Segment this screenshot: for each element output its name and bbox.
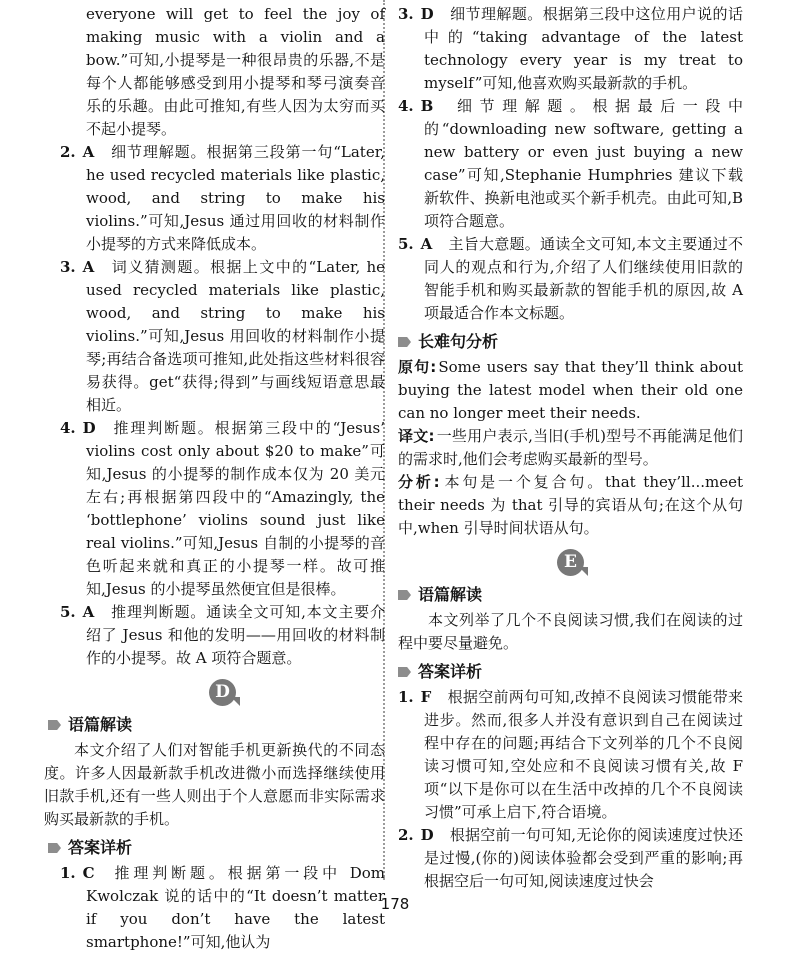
continuation-paragraph: everyone will get to feel the joy of making music with a violin and a bow.”可知,小提琴是一种很昂贵的乐器,不是每个人都能够感受到用小提琴和琴弓演奏音乐的乐趣。由此可推知,有些人因为太穷而买不起小提琴。 [86,5,385,138]
item-text: 根据空前两句可知,改掉不良阅读习惯能带来进步。然而,很多人并没有意识到自己在阅读过程中存在的问题;再结合下文列举的几个不良阅读习惯可知,空处应和不良阅读习惯有关,故 F 项“以下是你可以在生活中改掉的几个不良阅读习惯”可承上启下,符合语境。 [424,688,743,821]
arrow-bullet-icon [398,667,411,677]
row-text: Some users say that they’ll think about buying the latest model when their old one can no longer meet their needs. [398,358,744,422]
item-text: 主旨大意题。通读全文可知,本文主要通过不同人的观点和行为,介绍了人们继续使用旧款的智能手机和购买最新款的智能手机的原因,故 A 项最适合作本文标题。 [424,235,743,322]
passage-analysis-text: 本文列举了几个不良阅读习惯,我们在阅读的过程中要尽量避免。 [398,611,743,652]
passage-e-badge-row [398,549,743,576]
item-answer-letter: C [82,864,95,882]
row-text: 本句是一个复合句。that they’ll...meet their needs 为 that 引导的宾语从句;在这个从句中,when 引导时间状语从句。 [398,473,744,537]
row-text: 一些用户表示,当旧(手机)型号不再能满足他们的需求时,他们会考虑购买最新的型号。 [398,427,743,468]
page-number: 178 [380,895,410,913]
item-number: 5. [398,235,414,253]
badge-letter: E [564,552,577,572]
item-answer-letter: B [420,97,434,115]
item-answer-letter: D [82,419,96,437]
sentence-translation-row [398,425,743,471]
item-number: 1. [398,688,414,706]
item-number: 3. [60,258,76,276]
item-text: 推理判断题。根据第三段中的“Jesus’ violins cost only about $20 to make”可知,Jesus 的小提琴的制作成本仅为 20 美元左右;再根据第四段中的“Amazingly, the ‘bottlephone’ violins sound just like real violins.”可知,Jesus 自制的小提琴的音色听起来就和真正的小提琴一样。故可推知,Jesus 的小提琴虽然便宜但是很棒。 [86,419,385,598]
item-text: 推理判断题。通读全文可知,本文主要介绍了 Jesus 和他的发明——用回收的材料制作的小提琴。故 A 项符合题意。 [86,603,385,667]
item-answer-letter: A [82,603,95,621]
answer-item-1 [398,686,743,824]
row-label: 原句: [398,358,437,376]
item-number: 2. [60,143,76,161]
answer-item-4 [60,417,385,601]
passage-analysis-text: 本文介绍了人们对智能手机更新换代的不同态度。许多人因最新款手机改进微小而选择继续使用旧款手机,还有一些人则出于个人意愿而非实际需求购买最新款的手机。 [44,741,385,828]
arrow-bullet-icon [48,720,61,730]
section-header-passage-analysis [398,583,743,606]
item-text: 细节理解题。根据最后一段中的“downloading new software, getting a new battery or even just buying a new case”可知,Stephanie Humphries 建议下载新软件、换新电池或买个新手机壳。由此可知,B 项符合题意。 [424,97,743,230]
item-text: 词义猜测题。根据上文中的“Later, he used recycled materials like plastic, wood, and string to make his violins.”可知,Jesus 用回收的材料制作小提琴;再结合备选项可推知,此处指这些材料很容易获得。get“获得;得到”与画线短语意思最相近。 [86,258,385,414]
item-text: 细节理解题。根据第三段第一句“Later, he used recycled materials like plastic, wood, and string to make his violins.”可知,Jesus 通过用回收的材料制作小提琴的方式来降低成本。 [86,143,385,253]
answer-item-3 [398,3,743,95]
item-answer-letter: D [420,826,434,844]
arrow-bullet-icon [398,590,411,600]
item-number: 1. [60,864,76,882]
passage-d-badge [209,679,236,706]
passage-d-badge-row [60,679,385,706]
item-text: 推理判断题。根据第一段中 Dom Kwolczak 说的话中的“It doesn’t matter if you don’t have the latest smartphone!”可知,他认为 [86,864,385,951]
section-title: 答案详析 [68,838,133,857]
item-answer-letter: A [420,235,433,253]
item-text: 根据空前一句可知,无论你的阅读速度过快还是过慢,(你的)阅读体验都会受到严重的影响;再根据空后一句可知,阅读速度过快会 [424,826,743,890]
section-header-answer-details [398,660,743,683]
passage-e-badge [557,549,584,576]
right-column [396,3,743,893]
section-header-sentence-analysis [398,330,743,353]
item-answer-letter: A [82,143,95,161]
sentence-original-row [398,356,743,425]
item-text: 细节理解题。根据第三段中这位用户说的话中的“taking advantage of the latest technology every year is my treat to myself”可知,他喜欢购买最新款的手机。 [424,5,743,92]
item-answer-letter: F [420,688,432,706]
arrow-bullet-icon [398,337,411,347]
item-number: 5. [60,603,76,621]
item-number: 4. [60,419,76,437]
answer-item-5 [398,233,743,325]
arrow-bullet-icon [48,843,61,853]
row-label: 分析: [398,473,440,491]
item-answer-letter: A [82,258,95,276]
answer-item-2 [60,141,385,256]
answer-item-4 [398,95,743,233]
section-title: 长难句分析 [418,332,499,351]
answer-item-3 [60,256,385,417]
row-label: 译文: [398,427,435,445]
section-header-answer-details [48,836,385,859]
section-title: 语篇解读 [418,585,483,604]
sentence-analysis-row [398,471,743,540]
section-title: 语篇解读 [68,715,133,734]
section-header-passage-analysis [48,713,385,736]
item-number: 2. [398,826,414,844]
item-number: 4. [398,97,414,115]
answer-item-5 [60,601,385,670]
item-number: 3. [398,5,414,23]
answer-item-2 [398,824,743,893]
left-column [40,3,385,954]
section-title: 答案详析 [418,662,483,681]
item-answer-letter: D [420,5,434,23]
badge-letter: D [215,682,230,702]
